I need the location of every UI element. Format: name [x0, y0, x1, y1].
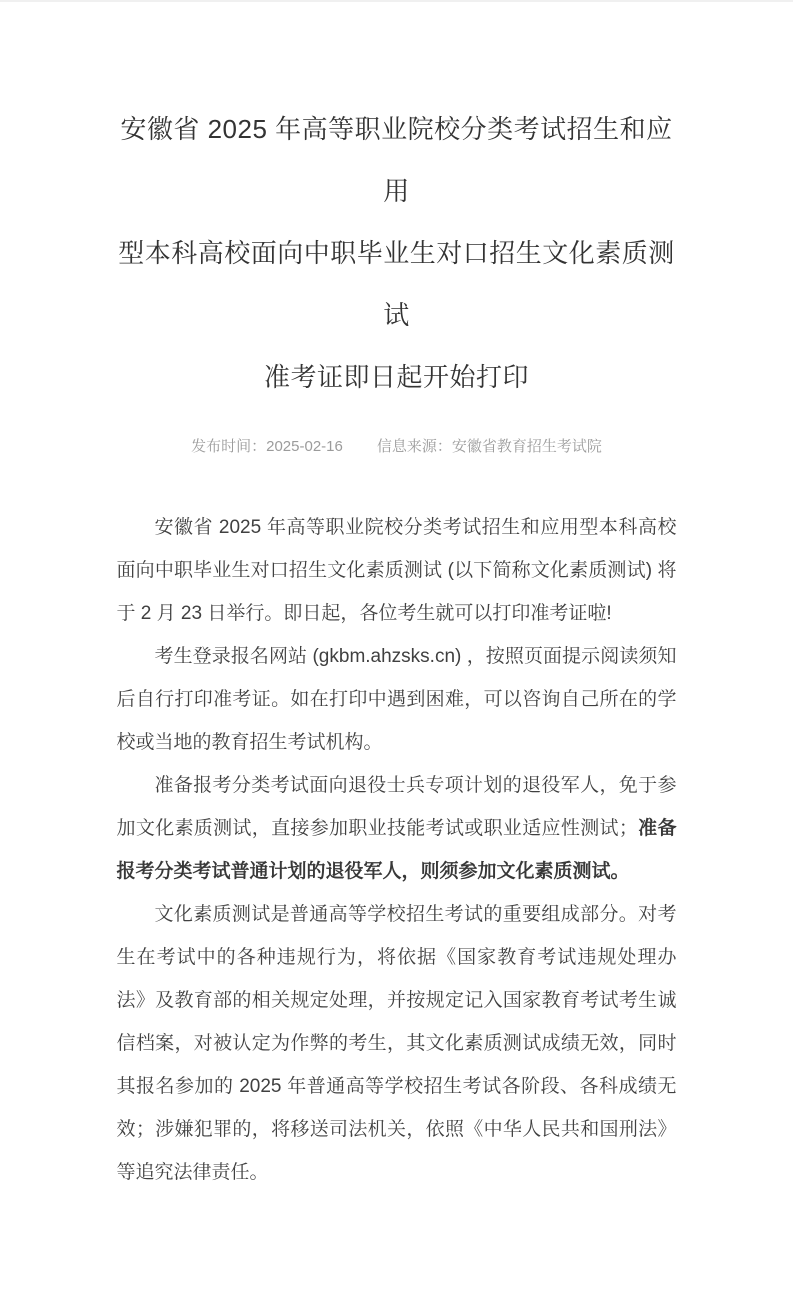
info-source [377, 436, 602, 458]
paragraph-3 [117, 764, 677, 893]
publish-time [191, 436, 343, 458]
paragraph-2 [117, 635, 677, 764]
paragraph-1 [117, 506, 677, 635]
paragraph-1-text: 安徽省 2025 年高等职业院校分类考试招生和应用型本科高校面向中职毕业生对口招生文化素质测试 (以下简称文化素质测试) 将于 2 月 23 日举行。即日起，各位考生就可以打印准考证啦! [116, 517, 677, 624]
info-source-value: 安徽省教育招生考试院 [451, 438, 602, 455]
paragraph-4 [117, 893, 677, 1194]
publish-time-value: 2025-02-16 [266, 438, 343, 455]
paragraph-4-text: 文化素质测试是普通高等学校招生考试的重要组成部分。对考生在考试中的各种违规行为，将依据《国家教育考试违规处理办法》及教育部的相关规定处理，并按规定记入国家教育考试考生诚信档案，对被认定为作弊的考生，其文化素质测试成绩无效，同时其报名参加的 2025 年普通高等学校招生考试各阶段、各科成绩无效；涉嫌犯罪的，将移送司法机关，依照《中华人民共和国刑法》等追究法律责任。 [116, 904, 677, 1183]
page-title-line-1: 安徽省 2025 年高等职业院校分类考试招生和应用 [120, 114, 673, 206]
page-title-line-3: 准考证即日起开始打印 [263, 362, 529, 392]
paragraph-2-text: 考生登录报名网站 (gkbm.ahzsks.cn) ，按照页面提示阅读须知后自行打印准考证。如在打印中遇到困难，可以咨询自己所在的学校或当地的教育招生考试机构。 [116, 646, 677, 753]
publish-time-label: 发布时间： [191, 438, 267, 455]
paragraph-3-bold-text: 准备报考分类考试普通计划的退役军人，则须参加文化素质测试。 [116, 818, 677, 882]
page-title [117, 98, 677, 408]
meta-bar [117, 436, 677, 458]
article-page [117, 2, 677, 1314]
page-title-line-2: 型本科高校面向中职毕业生对口招生文化素质测试 [118, 238, 675, 330]
paragraph-3-text: 准备报考分类考试面向退役士兵专项计划的退役军人，免于参加文化素质测试，直接参加职业技能考试或职业适应性测试； [116, 775, 677, 839]
article-body [117, 506, 677, 1194]
info-source-label: 信息来源： [376, 438, 452, 455]
